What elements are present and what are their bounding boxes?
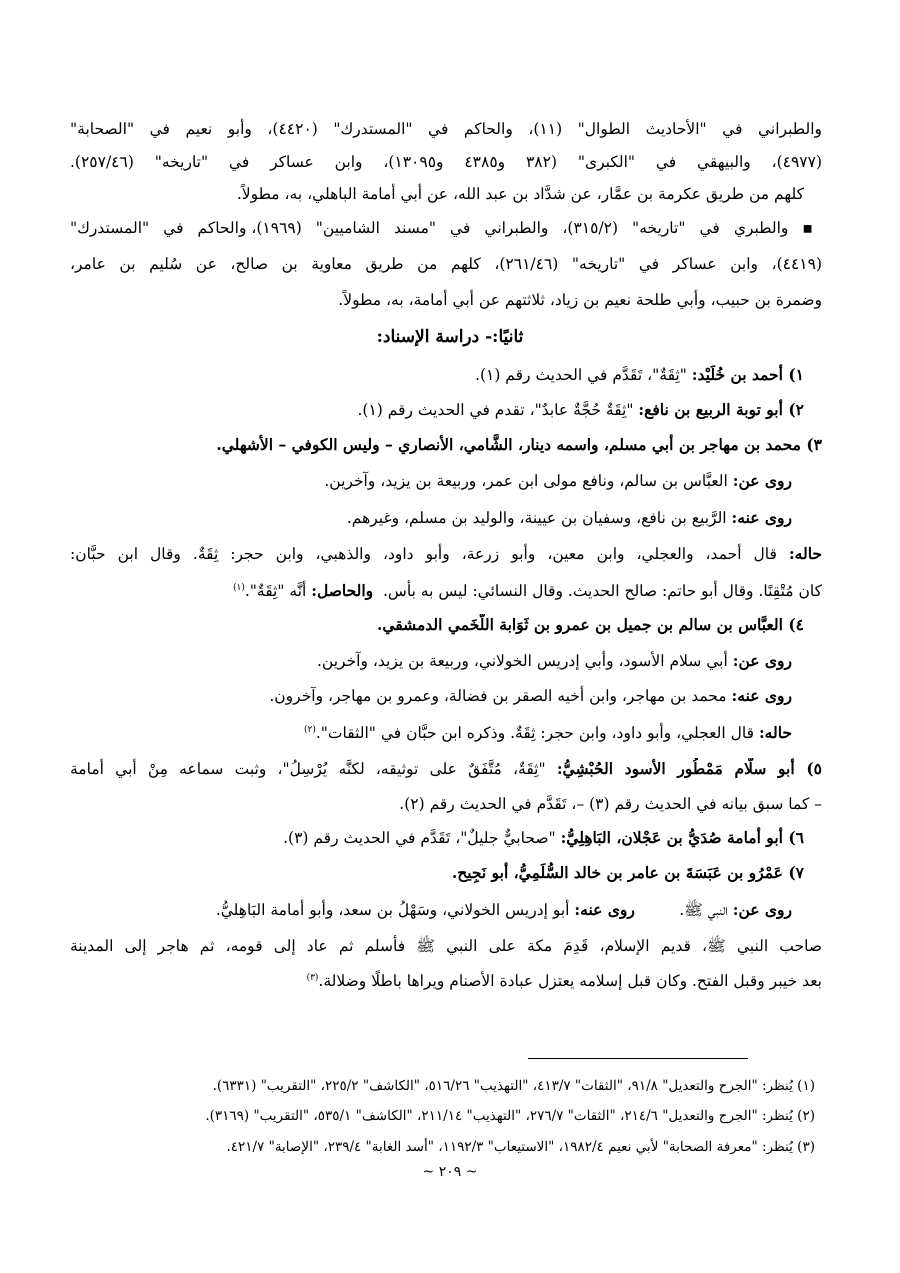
narrator-2	[70, 399, 804, 421]
narrator-5-name: ٥) أبو سلَّام مَمْطُور الأسود الحُبْشِيُّ:	[556, 759, 822, 778]
rawa-anhu-text: محمد بن مهاجر، وابن أخيه الصقر بن فضالة، وعمرو بن مهاجر، وآخرون.	[269, 687, 732, 705]
rawa-anhu-label: روى عنه:	[731, 508, 792, 527]
footnote-2: (٢) يُنظر: "الجرح والتعديل" ٢١٤/٦، "الثقات" ٢٧٦/٧، "التهذيب" ٢١١/١٤، "الكاشف" ٥٣٥/١، "التقريب" (٣١٦٩).	[205, 1108, 815, 1124]
narrator-3-hal	[70, 543, 822, 565]
hal-label: حاله:	[788, 544, 822, 563]
hal-cont-text: كان مُتْقِنًا. وقال أبو حاتم: صالح الحديث. وقال النسائي: ليس به بأس.	[383, 582, 822, 601]
footnote-ref-3: (٣)	[306, 973, 319, 983]
rawa-an-label: روى عن:	[732, 900, 792, 919]
narrator-5-cont: – كما سبق بيانه في الحديث رقم (٣) –، تَقَدَّم في الحديث رقم (٢).	[399, 795, 822, 813]
page-number: ~ ٢٠٩ ~	[422, 1164, 478, 1180]
rawa-an-text: النبي ﷺ.	[679, 901, 733, 919]
narrator-5-text: "ثِقَةٌ، مُتَّفَقٌ على توثيقه، لكنَّه يُرْسِلُ"، وثبت سماعه مِنْ أبي أمامة	[70, 760, 557, 778]
hal-text: قال أحمد، والعجلي، وابن معين، وأبو زرعة، وأبو داود، والذهبي، وابن حجر: ثِقَةٌ. وقال ابن حبَّان:	[70, 545, 789, 563]
narrator-4-name: ٤) العبَّاس بن سالم بن جميل بن عمرو بن ثَوَابة اللَّخَمي الدمشقي.	[376, 615, 804, 634]
narrator-3-rawa-an	[70, 470, 792, 492]
rawa-an-label: روى عن:	[732, 471, 792, 490]
footnote-3: (٣) يُنظر: "معرفة الصحابة" لأبي نعيم ١٩٨٢/٤، "الاستيعاب" ١١٩٢/٣، "أسد الغابة" ٢٣٩/٤، "الإصابة" ٤٢١/٧.	[226, 1139, 815, 1155]
narrator-1-name: ١) أحمد بن خُلَيْد:	[691, 365, 804, 384]
narrator-4-hal	[70, 719, 792, 744]
footnote-separator	[528, 1058, 748, 1059]
narrator-7-bio-2	[70, 967, 822, 992]
hal-text: قال العجلي، وأبو داود، وابن حجر: ثِقَةٌ. وذكره ابن حبَّان في "الثقات".	[315, 724, 759, 743]
body-line-2: (٤٩٧٧)، والبيهقي في "الكبرى" (٣٨٢ و٤٣٨٥ و١٣٠٩٥)، وابن عساكر في "تاريخه" (٢٥٧/٤٦).	[70, 153, 822, 171]
narrator-3-hal-cont	[70, 577, 822, 602]
narrator-7-rawa	[70, 899, 792, 921]
rawa-anhu-label: روى عنه:	[574, 900, 635, 919]
hasil-label: والحاصل:	[311, 581, 374, 601]
body-line-3: كلهم من طريق عكرمة بن عمَّار، عن شدَّاد بن عبد الله، عن أبي أمامة الباهلي، به، مطولاً.	[236, 185, 804, 203]
rawa-an-text: أبي سلام الأسود، وأبي إدريس الخولاني، وربيعة بن يزيد، وآخرين.	[316, 652, 733, 670]
narrator-7-bio-1: صاحب النبي ﷺ، قديم الإسلام، قَدِمَ مكة على النبي ﷺ فأسلم ثم عاد إلى قومه، ثم هاجر إلى المدينة	[70, 937, 822, 955]
rawa-anhu-text: أبو إدريس الخولاني، وسَهْلُ بن سعد، وأبو أمامة البَاهِليُّ.	[215, 901, 575, 919]
rawa-anhu-label: روى عنه:	[731, 686, 792, 705]
narrator-1-text: "ثِقَةٌ"، تَقَدَّم في الحديث رقم (١).	[475, 366, 692, 384]
narrator-6-name: ٦) أبو أُمامة صُدَيُّ بن عَجْلان، البَاهِلِيُّ:	[560, 828, 804, 847]
narrator-4-rawa-anhu	[70, 685, 792, 707]
narrator-6-text: "صحابيٌّ جليلٌ"، تَقَدَّم في الحديث رقم (٣).	[283, 829, 561, 847]
hasil-text: أنَّه "ثِقَةٌ".	[244, 582, 312, 601]
footnote-ref-2: (٢)	[304, 725, 316, 735]
bio-2-text: بعد خيبر وقبل الفتح. وكان قبل إسلامه يعتزل عبادة الأصنام ويراها باطلًا وضلالة.	[318, 972, 822, 991]
rawa-an-text: العبَّاس بن سالم، ونافع مولى ابن عمر، وربيعة بن يزيد، وآخرين.	[324, 472, 733, 490]
narrator-4-rawa-an	[70, 650, 792, 672]
narrator-3-name: ٣) محمد بن مهاجر بن أبي مسلم، واسمه دينار، الشَّامي، الأنصاري – وليس الكوفي – الأشهلي.	[216, 435, 822, 454]
body-line-4: ▪ والطبري في "تاريخه" (٣١٥/٢)، والطبراني في "مسند الشاميين" (١٩٦٩)، والحاكم في "المستدرك"	[70, 219, 822, 237]
body-line-5: (٤٤١٩)، وابن عساكر في "تاريخه" (٢٦١/٤٦)، كلهم من طريق معاوية بن صالح، عن سُليم بن عامر،	[70, 255, 822, 273]
body-line-6: وضمرة بن حبيب، وأبي طلحة نعيم بن زياد، ثلاثتهم عن أبي أمامة، به، مطولاً.	[338, 291, 822, 309]
footnote-ref-1: (١)	[232, 583, 245, 593]
body-line-1: والطبراني في "الأحاديث الطوال" (١١)، والحاكم في "المستدرك" (٤٤٢٠)، وأبو نعيم في "الصحابة"	[70, 120, 822, 138]
narrator-6	[70, 827, 804, 849]
narrator-5	[70, 758, 822, 780]
hal-label: حاله:	[758, 723, 792, 743]
footnote-1: (١) يُنظر: "الجرح والتعديل" ٩١/٨، "الثقات" ٤١٣/٧، "التهذيب" ٥١٦/٢٦، "الكاشف" ٢٢٥/٢، "التقريب" (٦٣٣١).	[212, 1078, 815, 1094]
rawa-an-label: روى عن:	[732, 651, 792, 670]
narrator-1	[70, 364, 804, 386]
rawa-anhu-text: الرَّبيع بن نافع، وسفيان بن عيينة، والوليد بن مسلم، وغيرهم.	[346, 509, 732, 527]
narrator-3-rawa-anhu	[70, 507, 792, 529]
section-heading: ثانيًا:- دراسة الإسناد:	[376, 327, 524, 347]
narrator-7-name: ٧) عَمْرُو بن عَبَسَةَ بن عامر بن خالد السُّلَمِيُّ، أبو نَجِيح.	[451, 863, 804, 882]
narrator-2-text: "ثِقَةٌ حُجَّةٌ عابدٌ"، تقدم في الحديث رقم (١).	[357, 401, 639, 419]
narrator-2-name: ٢) أبو توبة الربيع بن نافع:	[638, 400, 804, 419]
